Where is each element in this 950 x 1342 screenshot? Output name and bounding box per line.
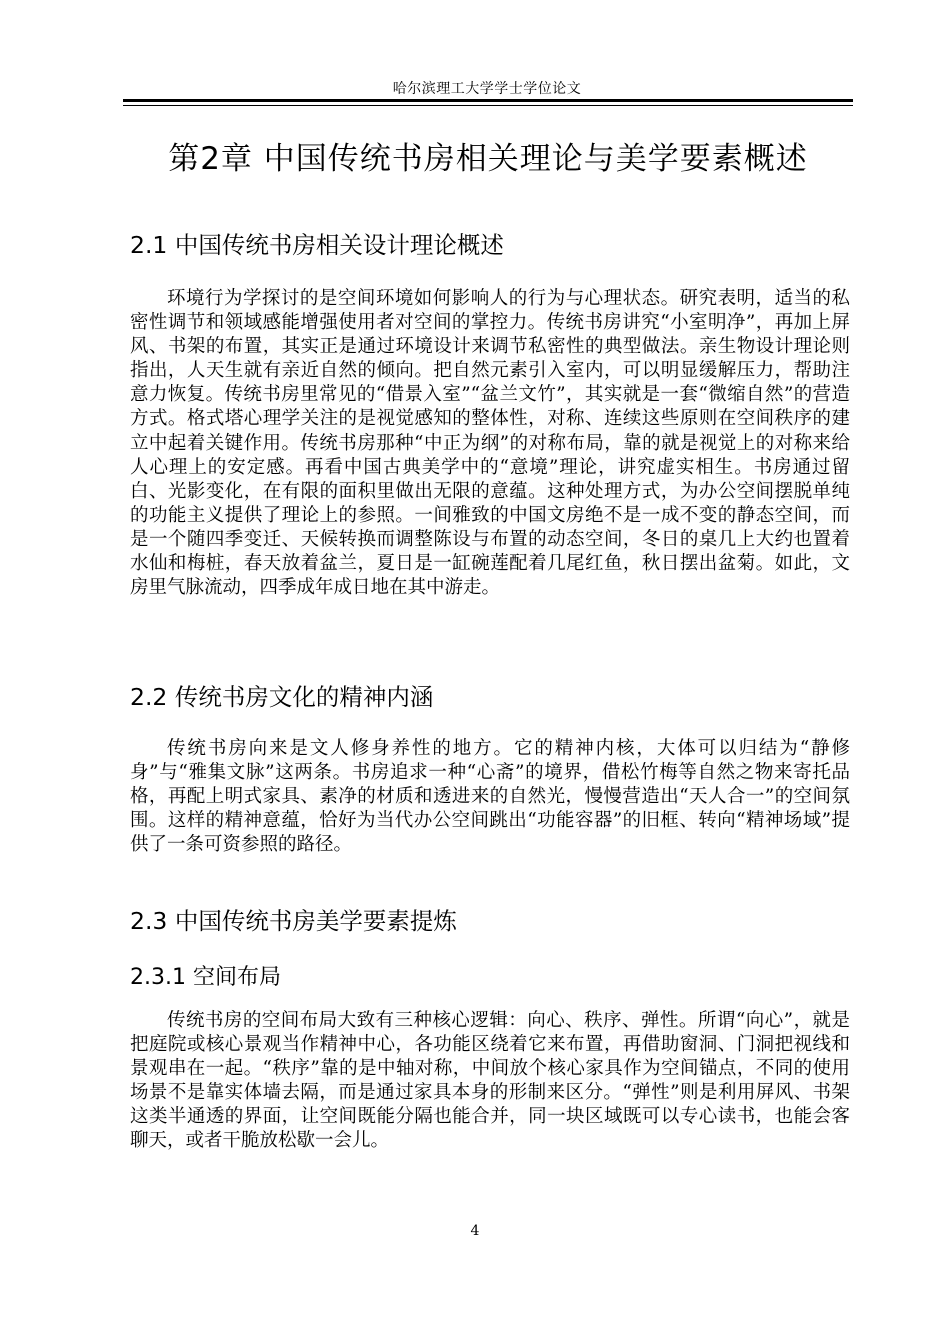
chapter-title: 第2章 中国传统书房相关理论与美学要素概述 — [168, 141, 808, 177]
page-number: 4 — [470, 1223, 480, 1239]
header-rule-thin — [123, 105, 853, 106]
running-header: 哈尔滨理工大学学士学位论文 — [392, 81, 582, 97]
section-paragraph-2-3-1: 传统书房的空间布局大致有三种核心逻辑：向心、秩序、弹性。所谓“向心”，就是把庭院或核心景观当作精神中心，各功能区绕着它来布置，再借助窗洞、门洞把视线和景观串在一起。“秩序”靠的是中轴对称，中间放个核心家具作为空间锚点，不同的使用场景不是靠实体墙去隔，而是通过家具本身的形制来区分。“弹性”则是利用屏风、书架这类半通透的界面，让空间既能分隔也能合并，同一块区域既可以专心读书，也能会客聊天，或者干脆放松歇一会儿。 — [130, 1010, 850, 1152]
section-heading-2-1: 2.1 中国传统书房相关设计理论概述 — [130, 231, 504, 259]
section-heading-2-3: 2.3 中国传统书房美学要素提炼 — [130, 907, 457, 935]
section-paragraph-2-1: 环境行为学探讨的是空间环境如何影响人的行为与心理状态。研究表明，适当的私密性调节和领域感能增强使用者对空间的掌控力。传统书房讲究“小室明净”，再加上屏风、书架的布置，其实正是通过环境设计来调节私密性的典型做法。亲生物设计理论则指出，人天生就有亲近自然的倾向。把自然元素引入室内，可以明显缓解压力，帮助注意力恢复。传统书房里常见的“借景入室”“盆兰文竹”，其实就是一套“微缩自然”的营造方式。格式塔心理学关注的是视觉感知的整体性，对称、连续这些原则在空间秩序的建立中起着关键作用。传统书房那种“中正为纲”的对称布局，靠的就是视觉上的对称来给人心理上的安定感。再看中国古典美学中的“意境”理论，讲究虚实相生。书房通过留白、光影变化，在有限的面积里做出无限的意蕴。这种处理方式，为办公空间摆脱单纯的功能主义提供了理论上的参照。一间雅致的中国文房绝不是一成不变的静态空间，而是一个随四季变迁、天候转换而调整陈设与布置的动态空间，冬日的桌几上大约也置着水仙和梅桩，春天放着盆兰，夏日是一缸碗莲配着几尾红鱼，秋日摆出盆菊。如此，文房里气脉流动，四季成年成日地在其中游走。 — [130, 288, 850, 599]
header-rule-thick — [123, 99, 853, 102]
section-paragraph-2-2: 传统书房向来是文人修身养性的地方。它的精神内核，大体可以归结为“静修身”与“雅集文脉”这两条。书房追求一种“心斋”的境界，借松竹梅等自然之物来寄托品格，再配上明式家具、素净的材质和透进来的自然光，慢慢营造出“天人合一”的空间氛围。这样的精神意蕴，恰好为当代办公空间跳出“功能容器”的旧框、转向“精神场域”提供了一条可资参照的路径。 — [130, 738, 850, 856]
section-heading-2-2: 2.2 传统书房文化的精神内涵 — [130, 683, 434, 711]
section-heading-2-3-1: 2.3.1 空间布局 — [130, 965, 281, 990]
